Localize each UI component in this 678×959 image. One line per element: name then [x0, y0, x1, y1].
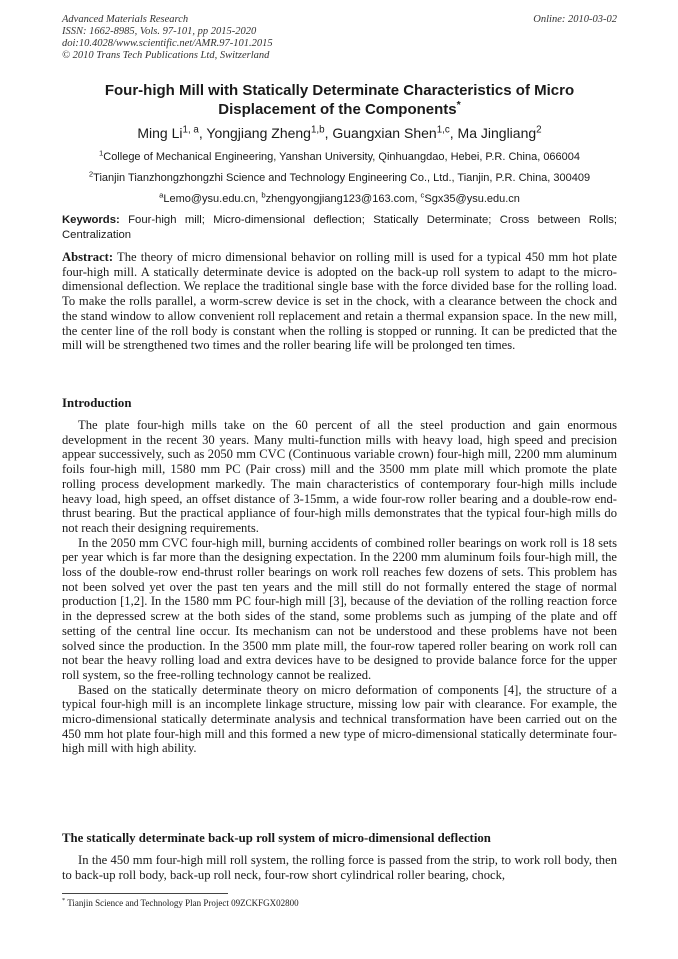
journal-name: Advanced Materials Research: [62, 14, 189, 25]
journal-header: [62, 14, 617, 62]
doi-line: doi:10.4028/www.scientific.net/AMR.97-101.2015: [62, 38, 273, 49]
paragraph: Based on the statically determinate theory on micro deformation of components [4], the structure of a typical four-high mill is an incomplete linkage structure, missing low pair with clearance. For example, the micro-dimensional statically determinate analysis and technical transformation have been carried out on the 450 mm hot plate four-high mill and this formed a new type of micro-dimensional statically determinate four-high mill with high ability.: [62, 682, 617, 756]
introduction-heading: Introduction: [62, 396, 132, 410]
keywords-text: Four-high mill; Micro-dimensional deflection; Statically Determinate; Cross between Rolls; Centralization: [62, 214, 618, 241]
footnote: * Tianjin Science and Technology Plan Project 09ZCKFGX02800: [62, 897, 299, 908]
keywords-label: Keywords:: [62, 214, 120, 226]
title-line-2: Displacement of the Components*: [218, 99, 461, 118]
copyright-line: © 2010 Trans Tech Publications Ltd, Switzerland: [62, 50, 270, 61]
author: Ming Li$^{1, a}$,: [137, 124, 207, 141]
paragraph: The plate four-high mills take on the 60 percent of all the steel production and gain enormous development in the recent 30 years. Many multi-function mills with heavy load, high speed and precision appear successively, such as 2050 mm CVC (Continuous variable crown) four-high mill, 2200 mm aluminum foils four-high mill, 1580 mm PC (Pair cross) mill and the 3500 mm plate mill which promote the plate rolling process development markedly. The main characteristics of contemporary four-high mills include heavy load, high speed, an offset distance of 3-15mm, a wide four-row roller bearing and a double-row end-thrust bearing. But the practical appliance of four-high mills demonstrates that the typical four-high mills do not reach their designing requirements.: [62, 418, 617, 535]
title-footnote-mark: *: [456, 99, 461, 111]
section-2-heading: The statically determinate back-up roll system of micro-dimensional deflection: [62, 831, 491, 845]
online-date: Online: 2010-03-02: [533, 14, 617, 25]
paragraph: In the 2050 mm CVC four-high mill, burning accidents of combined roller bearings on work roll is 18 sets per year which is far more than the designing expectation. In the 2200 mm aluminum foils four-high mill, the loss of the double-row end-thrust roller bearings on work roll reaches few dozens of sets. This problem has not been solved yet over the past ten years and the mill still do not formally entered the stage of normal production [1,2]. In the 1580 mm PC four-high mill [3], because of the deviation of the rolling reaction force in the depressed screw at the both sides of the stand, some problems such as jumping of the plate and off setting of the central line occur. Its mechanism can not be understood and these problems have not been solved since the production. In the 3500 mm plate mill, the four-row tapered roller bearing on work roll can not bear the heavy rolling load and extra devices have to be designed to provide balance force for the upper roll system, so the free-rolling technology cannot be realized.: [62, 535, 617, 682]
keywords: [62, 213, 617, 243]
affiliation-2: $^2$Tianjin Tianzhongzhongzhi Science and Technology Engineering Co., Ltd., Tianjin, P.R. China, 300409: [88, 169, 591, 184]
email-addresses: $^a$Lemo@ysu.edu.cn, $^b$zhengyongjiang123@163.com, $^c$Sgx35@ysu.edu.cn: [159, 190, 520, 205]
footnote-divider: [62, 893, 228, 894]
paragraph: In the 450 mm four-high mill roll system, the rolling force is passed from the strip, to work roll body, then to back-up roll body, back-up roll neck, four-row short cylindrical roller bearing, chock,: [62, 853, 617, 882]
title-line-1: Four-high Mill with Statically Determinate Characteristics of Micro: [104, 82, 575, 99]
abstract: [62, 250, 617, 353]
issn-line: ISSN: 1662-8985, Vols. 97-101, pp 2015-2020: [62, 26, 257, 37]
affiliation-1: $^1$College of Mechanical Engineering, Yanshan University, Qinhuangdao, Hebei, P.R. China, 066004: [98, 148, 581, 163]
author: Yongjiang Zheng$^{1,b}$,: [206, 124, 333, 141]
paper-title: [62, 81, 617, 119]
author-list: [62, 124, 617, 142]
author: Guangxian Shen$^{1,c}$,: [332, 124, 458, 141]
introduction-body: [62, 418, 617, 756]
author: Ma Jingliang$^2$: [457, 124, 542, 141]
abstract-label: Abstract:: [62, 250, 114, 264]
section-2-body: [62, 853, 617, 882]
abstract-text: The theory of micro dimensional behavior on rolling mill is used for a typical 450 mm hot plate four-high mill. A statically determinate device is adopted on the back-up roll system to adapt to the micro-dimensional deflection. We replace the traditional single base with the force divided base for the rolling load. To make the rolls parallel, a worm-screw device is set in the chock, with a clearance between the chock and the stand window to allow convenient roll replacement and retain a thermal expansion space. In the new mill, the center line of the roll body is constant when the rolling is stopped or running. It can be predicted that the mill will be strengthened two times and the roller bearing life will be prolonged ten times.: [62, 250, 618, 353]
